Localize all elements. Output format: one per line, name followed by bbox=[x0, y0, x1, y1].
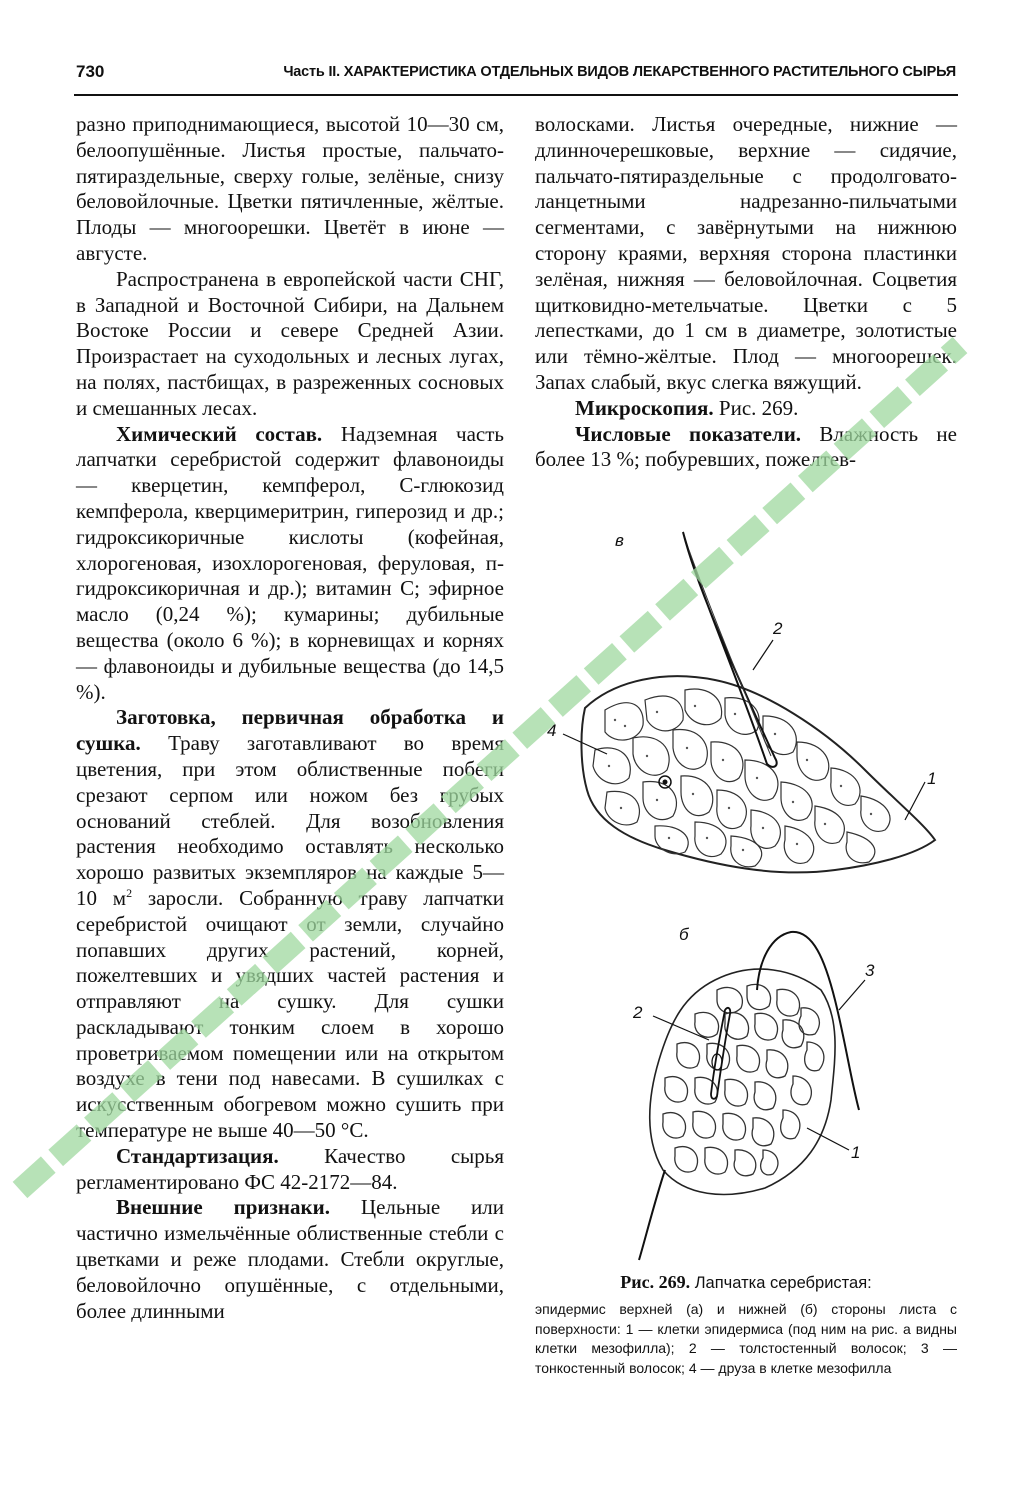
external-features-text: Цельные или частично измельчённые облиственные стебли с цветками и реже плодами. Стебли округлые, беловойлочно опушённые, с отдельными, более длинными bbox=[76, 1195, 505, 1323]
panel-a-number-1: 1 bbox=[927, 769, 937, 788]
panel-a-number-4: 4 bbox=[547, 721, 557, 740]
external-features-paragraph bbox=[76, 1195, 504, 1324]
right-column bbox=[535, 112, 957, 473]
numeric-indicators-heading: Числовые показатели. bbox=[575, 421, 802, 446]
harvesting-text-b: заросли. Собранную траву лапчатки серебристой очищают от земли, случайно попавших других растений, корней, пожелтевших и увядших частей растения и отправляют на сушку. Для сушки раскладывают тонким слоем в хорошо проветриваемом помещении или на открытом воздухе в тени под навесами. В сушилках с искусственным обогревом можно сушить при температуре не выше 40—50 °С. bbox=[76, 885, 504, 1143]
panel-b-number-2: 2 bbox=[633, 1003, 643, 1022]
left-paragraph-2: Распространена в европейской части СНГ, в Западной и Восточной Сибири, на Дальнем Востоке России и севере Средней Азии. Произрастает на суходольных и лесных лугах, на полях, пастбищах, в разреженных сосновых и смешанных лесах. bbox=[76, 266, 504, 420]
harvesting-text-a: Траву заготавливают во время цветения, при этом облиственные побеги срезают серпом или ножом без грубых оснований стеблей. Для возобновления растения необходимо оставлять несколько хорошо развитых экземпляров на каждые 5—10 м bbox=[76, 731, 505, 910]
panel-b-thick-walled-hair bbox=[711, 1008, 730, 1099]
standardization-text: Качество сырья регламентировано ФС 42-2172—84. bbox=[76, 1143, 504, 1194]
figure-caption-number: Рис. 269. bbox=[620, 1272, 691, 1292]
standardization-heading: Стандартизация. bbox=[116, 1143, 279, 1168]
chemical-composition-paragraph bbox=[76, 422, 504, 706]
microscopy-paragraph bbox=[535, 396, 957, 422]
panel-a-mesophyll-texture bbox=[608, 705, 872, 851]
panel-b-trailing-hair bbox=[639, 1170, 665, 1260]
chemical-composition-heading: Химический состав. bbox=[116, 421, 323, 446]
figure-caption-name: Лапчатка серебристая: bbox=[694, 1274, 872, 1292]
numeric-indicators-text: Влажность не более 13 %; побуревших, пожелтев- bbox=[535, 421, 957, 472]
figure-269 bbox=[535, 520, 957, 1280]
panel-a-thick-walled-hair bbox=[683, 532, 777, 767]
figure-drawing bbox=[535, 520, 957, 1280]
left-column bbox=[76, 112, 504, 1324]
harvesting-paragraph bbox=[76, 705, 504, 1144]
chemical-composition-text: Надземная часть лапчатки серебристой содержит флавоноиды — кверцетин, кемпферол, С-глюкозид кемпферола, кверцимеритрин, гиперозид и др.; гидроксикоричные кислоты (кофейная, хлорогеновая, изохлорогеновая, феруловая, п-гидроксикоричная и др.); витамин С; эфирное масло (0,24 %); кумарины; дубильные вещества (около 6 %); в корневищах и корнях — флавоноиды и дубильные вещества (до 14,5 %). bbox=[76, 421, 504, 704]
panel-b-epidermis-cells bbox=[663, 984, 824, 1175]
left-paragraph-1: разно приподнимающиеся, высотой 10—30 см, белоопушённые. Листья простые, пальчато-пятираздельные, сверху голые, зелёные, снизу беловойлочные. Цветки пятичленные, жёлтые. Плоды — многоорешки. Цветёт в июне — августе. bbox=[76, 112, 504, 265]
numeric-indicators-paragraph bbox=[535, 422, 957, 474]
panel-b-label: б bbox=[679, 925, 689, 944]
microscopy-heading: Микроскопия. bbox=[575, 395, 714, 420]
panel-a-number-2: 2 bbox=[773, 619, 783, 638]
page-number: 730 bbox=[76, 62, 105, 81]
external-features-heading: Внешние признаки. bbox=[116, 1195, 330, 1220]
header-rule bbox=[74, 94, 958, 96]
panel-b-lower-epidermis bbox=[632, 925, 875, 1260]
harvesting-heading: Заготовка, первичная обработка и сушка. bbox=[76, 705, 504, 756]
right-paragraph-1: волосками. Листья очередные, нижние — длинночерешковые, верхние — сидячие, пальчато-пятираздельные с продолговато-ланцетными надрезанно-пильчатыми сегментами, с завёрнутыми на нижнюю сторону краями, верхняя сторона пластинки зелёная, нижняя — беловойлочная. Соцветия щитковидно-метельчатые. Цветки с 5 лепестками, до 1 см в диаметре, золотистые или тёмно-жёлтые. Плод — многоорешек. Запах слабый, вкус слегка вяжущий. bbox=[535, 112, 957, 394]
square-meter-superscript: 2 bbox=[126, 885, 133, 900]
figure-caption-title bbox=[535, 1272, 957, 1293]
panel-a-upper-epidermis bbox=[547, 531, 936, 872]
microscopy-text: Рис. 269. bbox=[718, 395, 799, 420]
panel-a-label: в bbox=[615, 531, 624, 550]
panel-b-number-1: 1 bbox=[851, 1143, 861, 1162]
standardization-paragraph bbox=[76, 1144, 504, 1196]
panel-b-number-3: 3 bbox=[865, 961, 875, 980]
figure-caption-body: эпидермис верхней (а) и нижней (б) стороны листа с поверхности: 1 — клетки эпидермиса (под ним на рис. а видны клетки мезофилла); 2 — толстостенный волосок; 3 — тонкостенный волосок; 4 — друза в клетке мезофилла bbox=[535, 1301, 957, 1376]
running-head: Часть II. ХАРАКТЕРИСТИКА ОТДЕЛЬНЫХ ВИДОВ ЛЕКАРСТВЕННОГО РАСТИТЕЛЬНОГО СЫРЬЯ bbox=[283, 64, 956, 80]
panel-a-druse bbox=[659, 776, 671, 788]
panel-a-leaf-fragment bbox=[581, 676, 935, 872]
